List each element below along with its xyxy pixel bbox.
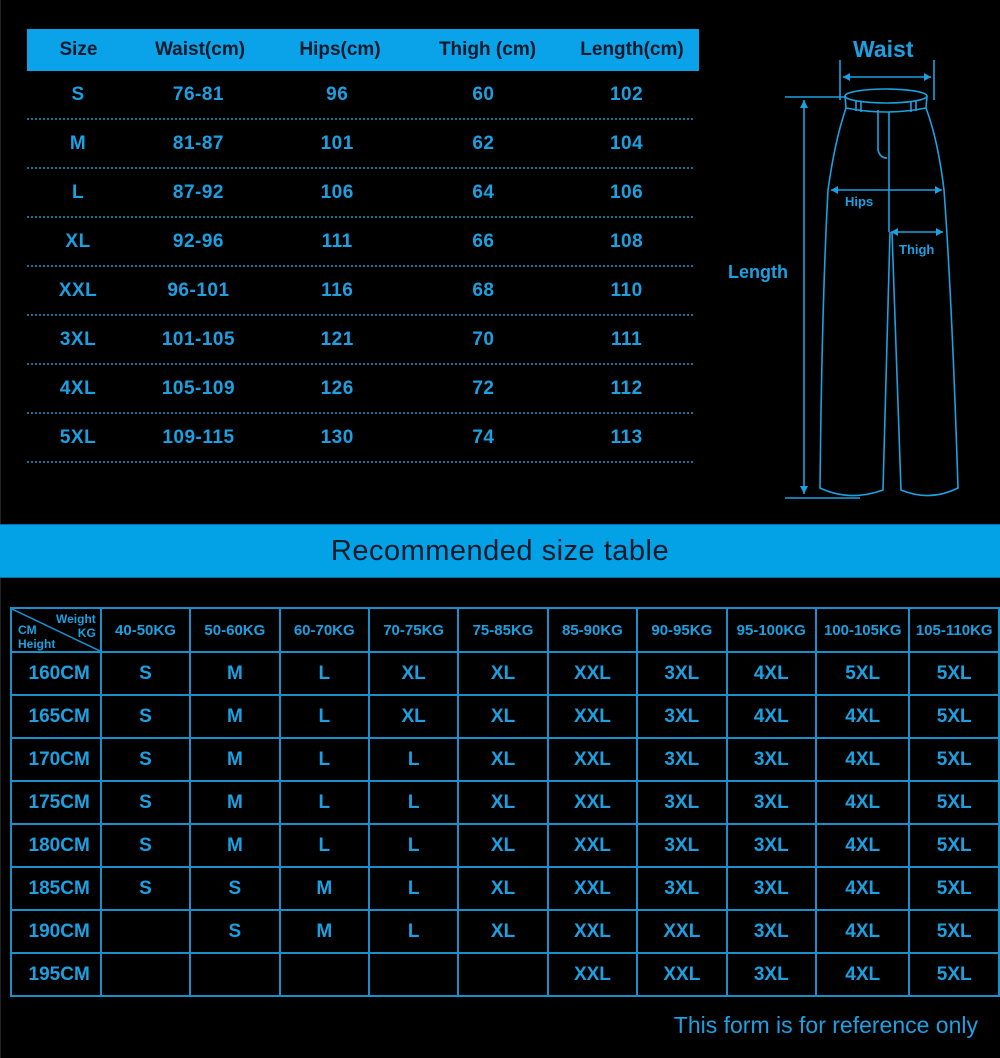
size-cell: L	[369, 824, 458, 867]
weight-header-row	[11, 608, 999, 652]
size-cell: L	[280, 781, 369, 824]
measurement-cell: 102	[609, 83, 644, 105]
measurement-cell: 72	[472, 377, 495, 399]
height-cell: 190CM	[11, 910, 101, 953]
measurement-cell: 62	[472, 132, 495, 154]
reference-footnote: This form is for reference only	[673, 1012, 978, 1038]
measurement-cell: 121	[320, 328, 354, 350]
size-cell: 4XL	[816, 781, 909, 824]
size-cell: 3XL	[727, 824, 816, 867]
thigh-label: Thigh	[899, 242, 935, 257]
size-cell: 3XL	[637, 738, 726, 781]
measurement-cell: 68	[472, 279, 495, 301]
size-cell: 4XL	[816, 867, 909, 910]
size-cell	[458, 953, 547, 996]
size-cell: XL	[369, 652, 458, 695]
size-cell: L	[280, 738, 369, 781]
size-cell: XL	[458, 652, 547, 695]
measurement-cell: 101-105	[161, 328, 236, 350]
height-cell: 170CM	[11, 738, 101, 781]
size-cell: 4XL	[816, 738, 909, 781]
measurement-cell: XL	[65, 230, 91, 252]
size-cell: M	[190, 824, 279, 867]
size-cell: M	[190, 652, 279, 695]
length-label: Length	[728, 262, 788, 282]
measurement-cell: 111	[611, 328, 643, 350]
size-cell: XXL	[548, 910, 637, 953]
weight-header-cell: 75-85KG	[458, 608, 547, 652]
measurement-cell: 113	[610, 426, 643, 448]
size-cell: S	[190, 867, 279, 910]
size-cell: 3XL	[637, 652, 726, 695]
size-cell: XL	[458, 781, 547, 824]
measurement-cell: 110	[610, 279, 643, 301]
size-cell: 3XL	[727, 781, 816, 824]
header-length: Length(cm)	[580, 39, 684, 60]
size-row	[11, 652, 999, 695]
weight-header-cell: 40-50KG	[101, 608, 190, 652]
measurement-cell: M	[69, 132, 87, 154]
banner-title: Recommended size table	[330, 534, 670, 567]
corner-cell	[11, 608, 101, 652]
measurement-cell: 106	[320, 181, 354, 203]
size-cell: 4XL	[727, 652, 816, 695]
corner-weight: Weight	[56, 612, 96, 626]
measurement-cell: 126	[320, 377, 354, 399]
size-cell: XXL	[548, 867, 637, 910]
recommended-size-table	[10, 607, 1000, 997]
size-cell: XXL	[548, 652, 637, 695]
size-cell: XL	[458, 738, 547, 781]
size-cell: XXL	[548, 781, 637, 824]
size-cell: L	[369, 738, 458, 781]
weight-header-cell: 90-95KG	[637, 608, 726, 652]
size-cell: S	[101, 824, 190, 867]
size-cell: 5XL	[909, 824, 999, 867]
measurement-row	[27, 316, 693, 365]
size-cell: XL	[458, 695, 547, 738]
recommended-size-body	[11, 652, 999, 996]
measurement-row	[27, 365, 693, 414]
size-cell: 4XL	[816, 695, 909, 738]
measurement-cell: 104	[609, 132, 644, 154]
size-cell: 3XL	[727, 910, 816, 953]
measurement-cell: S	[71, 83, 85, 105]
measurement-cell: 108	[609, 230, 644, 252]
size-cell: XXL	[548, 695, 637, 738]
size-cell: 3XL	[727, 953, 816, 996]
size-cell: XL	[369, 695, 458, 738]
measurement-cell: 111	[321, 230, 353, 252]
size-cell: 3XL	[727, 738, 816, 781]
size-cell: 5XL	[909, 953, 999, 996]
measurement-cell: 96	[326, 83, 349, 105]
size-cell: XXL	[637, 910, 726, 953]
pants-measurement-diagram	[700, 0, 1000, 510]
size-cell: 5XL	[909, 867, 999, 910]
size-cell: M	[280, 910, 369, 953]
measurement-cell: 96-101	[167, 279, 230, 301]
measurement-row	[27, 267, 693, 316]
height-cell: 160CM	[11, 652, 101, 695]
measurement-cell: 70	[472, 328, 495, 350]
size-cell	[101, 910, 190, 953]
measurement-cell: 130	[320, 426, 354, 448]
size-cell	[101, 953, 190, 996]
size-cell: 4XL	[816, 953, 909, 996]
measurement-row	[27, 218, 693, 267]
corner-kg: KG	[77, 626, 96, 640]
size-cell	[280, 953, 369, 996]
size-cell: M	[190, 738, 279, 781]
measurement-cell: 112	[610, 377, 643, 399]
size-cell: XL	[458, 910, 547, 953]
size-cell: L	[369, 910, 458, 953]
height-cell: 185CM	[11, 867, 101, 910]
size-cell: XXL	[548, 824, 637, 867]
size-cell	[369, 953, 458, 996]
measurement-cell: 3XL	[59, 328, 97, 350]
weight-header-cell: 50-60KG	[190, 608, 279, 652]
size-cell: XXL	[637, 953, 726, 996]
recommended-size-banner	[0, 524, 1000, 578]
height-cell: 165CM	[11, 695, 101, 738]
measurement-cell: 101	[320, 132, 354, 154]
size-row	[11, 953, 999, 996]
size-cell: 5XL	[909, 910, 999, 953]
size-cell: S	[101, 695, 190, 738]
height-cell: 180CM	[11, 824, 101, 867]
measurement-cell: 87-92	[172, 181, 224, 203]
size-cell: 3XL	[727, 867, 816, 910]
size-cell: 4XL	[816, 824, 909, 867]
measurement-cell: L	[71, 181, 85, 203]
size-cell: S	[101, 652, 190, 695]
measurement-table-header	[27, 29, 699, 71]
size-cell: S	[190, 910, 279, 953]
size-cell: XL	[458, 824, 547, 867]
measurement-table	[27, 29, 699, 463]
size-cell: XL	[458, 867, 547, 910]
size-cell: L	[369, 781, 458, 824]
weight-header-cell: 60-70KG	[280, 608, 369, 652]
size-row	[11, 824, 999, 867]
measurement-table-body	[27, 71, 699, 463]
size-cell: 3XL	[637, 781, 726, 824]
size-row	[11, 781, 999, 824]
header-waist: Waist(cm)	[154, 39, 246, 60]
pants-outline-icon	[700, 0, 1000, 510]
measurement-cell: 74	[472, 426, 495, 448]
hips-label: Hips	[845, 194, 874, 209]
size-cell: 3XL	[637, 824, 726, 867]
size-cell: L	[280, 824, 369, 867]
size-cell: 5XL	[909, 652, 999, 695]
size-cell: M	[280, 867, 369, 910]
size-cell: 5XL	[909, 738, 999, 781]
weight-header-cell: 70-75KG	[369, 608, 458, 652]
size-cell: 5XL	[909, 695, 999, 738]
measurement-cell: 64	[472, 181, 495, 203]
measurement-cell: 92-96	[172, 230, 224, 252]
height-cell: 195CM	[11, 953, 101, 996]
measurement-cell: 109-115	[162, 426, 235, 448]
header-size: Size	[59, 39, 98, 60]
header-thigh: Thigh (cm)	[438, 39, 537, 60]
measurement-row	[27, 169, 693, 218]
size-cell: S	[101, 781, 190, 824]
size-cell: L	[280, 652, 369, 695]
measurement-cell: 66	[472, 230, 495, 252]
size-cell: L	[369, 867, 458, 910]
size-cell: 5XL	[909, 781, 999, 824]
height-cell: 175CM	[11, 781, 101, 824]
size-cell: XXL	[548, 738, 637, 781]
size-row	[11, 738, 999, 781]
measurement-cell: 116	[321, 279, 354, 301]
size-cell: 3XL	[637, 867, 726, 910]
measurement-cell: 105-109	[161, 377, 236, 399]
size-cell	[190, 953, 279, 996]
measurement-row	[27, 71, 693, 120]
size-cell: L	[280, 695, 369, 738]
size-cell: S	[101, 867, 190, 910]
size-row	[11, 910, 999, 953]
weight-header-cell: 105-110KG	[909, 608, 999, 652]
size-row	[11, 695, 999, 738]
measurement-row	[27, 120, 693, 169]
size-cell: 5XL	[816, 652, 909, 695]
waist-label: Waist	[853, 36, 914, 62]
weight-header-cell: 85-90KG	[548, 608, 637, 652]
size-cell: M	[190, 781, 279, 824]
measurement-cell: 5XL	[59, 426, 97, 448]
measurement-cell: 76-81	[172, 83, 224, 105]
size-cell: XXL	[548, 953, 637, 996]
measurement-cell: 4XL	[59, 377, 97, 399]
size-cell: 3XL	[637, 695, 726, 738]
measurement-cell: XXL	[58, 279, 98, 301]
weight-header-cell: 95-100KG	[727, 608, 816, 652]
corner-height: Height	[18, 637, 56, 651]
size-row	[11, 867, 999, 910]
size-cell: S	[101, 738, 190, 781]
header-hips: Hips(cm)	[299, 39, 381, 60]
corner-cm: CM	[18, 623, 37, 637]
measurement-cell: 81-87	[172, 132, 224, 154]
measurement-row	[27, 414, 693, 463]
weight-header-cell: 100-105KG	[816, 608, 909, 652]
size-cell: M	[190, 695, 279, 738]
measurement-cell: 60	[472, 83, 495, 105]
size-cell: 4XL	[816, 910, 909, 953]
size-cell: 4XL	[727, 695, 816, 738]
measurement-cell: 106	[609, 181, 644, 203]
